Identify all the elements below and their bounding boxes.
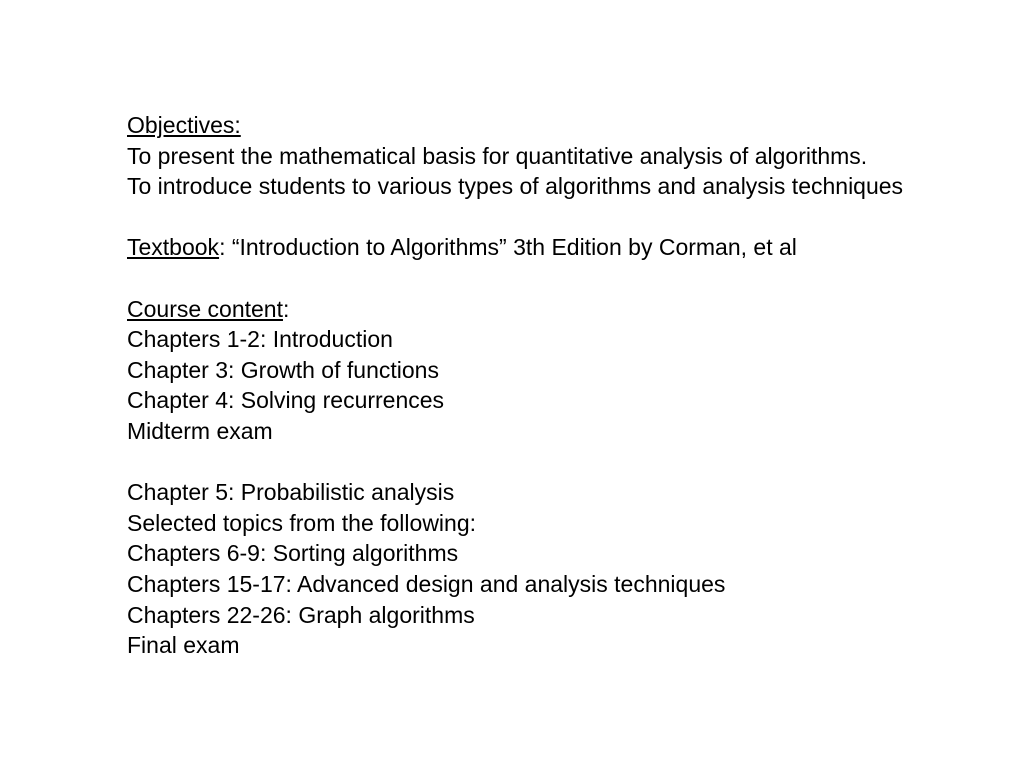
textbook-label: Textbook (127, 234, 220, 261)
course-content-separator: : (282, 295, 290, 322)
course-content-item: Final exam (127, 632, 240, 659)
objective-item: To present the mathematical basis for quantitative analysis of algorithms. (127, 142, 868, 169)
objectives-heading-text: Objectives: (127, 112, 241, 138)
course-content-item: Chapter 4: Solving recurrences (127, 387, 445, 414)
spacer (127, 263, 1007, 294)
course-content-item: Chapters 15-17: Advanced design and analysis techniques (127, 570, 726, 597)
textbook-value: “Introduction to Algorithms” 3th Edition by Corman, et al (225, 234, 797, 261)
textbook-separator: : (219, 234, 226, 261)
spacer (127, 447, 1007, 478)
course-content-item: Selected topics from the following: (127, 509, 477, 536)
course-content-item: Chapter 5: Probabilistic analysis (127, 479, 455, 506)
course-content-item: Chapter 3: Growth of functions (127, 356, 439, 383)
course-content-item: Chapters 6-9: Sorting algorithms (127, 540, 459, 567)
course-content-heading (127, 294, 1007, 325)
course-content-item: Midterm exam (127, 417, 273, 444)
spacer (127, 202, 1007, 233)
objective-item: To introduce students to various types of algorithms and analysis techniques (127, 173, 904, 200)
objectives-heading (127, 110, 1007, 141)
course-content-item: Chapters 1-2: Introduction (127, 326, 393, 353)
slide-body (127, 110, 1007, 661)
course-content-item: Chapters 22-26: Graph algorithms (127, 601, 475, 628)
course-content-label: Course content (127, 295, 283, 322)
textbook-line (127, 232, 1007, 263)
